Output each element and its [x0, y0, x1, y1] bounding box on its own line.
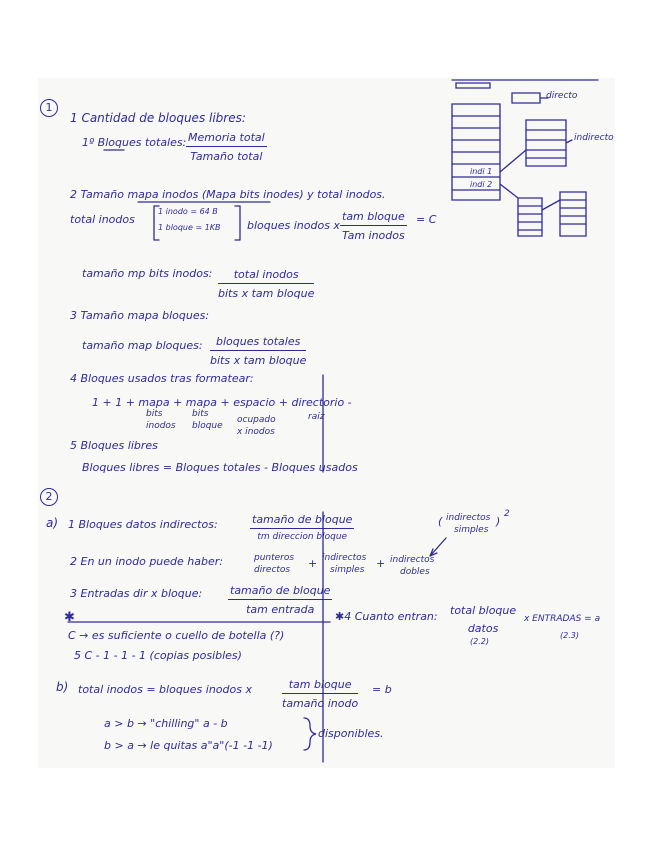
- equals-b: = b: [372, 683, 392, 696]
- simples-term: simples: [330, 565, 365, 575]
- fraction-denominator: bits x tam bloque: [218, 287, 315, 300]
- tamano-mapa-bits-label: tamaño mp bits inodos:: [82, 267, 213, 280]
- indirectos-term: indirectos: [322, 553, 367, 563]
- item-5-title: 5 Bloques libres: [70, 439, 158, 452]
- simples-note: simples: [454, 525, 489, 535]
- fraction-denominator: Tamaño total: [190, 150, 263, 163]
- item-2-title: 2 Tamaño mapa inodos (Mapa bits inodes) y total inodos.: [70, 188, 386, 201]
- directo-label: directo: [546, 91, 578, 101]
- section-2-marker: 2: [40, 488, 58, 506]
- sum-term-label: raiz: [308, 412, 325, 422]
- case-a-greater: a > b → "chilling" a - b: [104, 717, 228, 730]
- fraction-numerator: Memoria total: [186, 131, 267, 147]
- entradas-dir-label: 3 Entradas dir x bloque:: [70, 587, 203, 600]
- indirecto-label: indirecto: [574, 133, 614, 143]
- fraction-numerator: tamaño de bloque: [250, 513, 354, 529]
- fraction-denominator: Tam inodos: [342, 229, 405, 242]
- cuello-botella-line: C → es suficiente o cuello de botella (?): [68, 629, 285, 642]
- star-marker: ✱: [64, 610, 75, 625]
- indirectos-note: indirectos: [446, 513, 491, 523]
- copias-posibles-line: 5 C - 1 - 1 - 1 (copias posibles): [74, 649, 242, 662]
- cuanto-entran-label: ✱4 Cuanto entran:: [335, 610, 438, 623]
- indi1-label: indi 1: [470, 167, 493, 176]
- part-b-label: b): [56, 680, 69, 694]
- part-a-label: a): [46, 516, 59, 530]
- plus-sign: +: [376, 557, 386, 570]
- note-exponent: 2: [504, 509, 510, 519]
- box-inodo-size: 1 inodo = 64 B: [158, 207, 218, 216]
- box-bloque-size: 1 bloque = 1KB: [158, 223, 221, 232]
- fraction-denominator: tam entrada: [246, 603, 315, 616]
- fraction-numerator: total bloque: [450, 604, 517, 617]
- inodo-puede-haber-label: 2 En un inodo puede haber:: [70, 555, 223, 568]
- fraction-denominator: tm direccion bloque: [257, 532, 348, 542]
- sum-term-label: bits: [146, 409, 163, 419]
- directos-term: directos: [254, 565, 291, 575]
- total-inodos-formula: total inodos = bloques inodos x: [78, 683, 252, 696]
- bloques-usados-sum: 1 + 1 + mapa + mapa + espacio + directorio -: [92, 396, 352, 409]
- item-3-title: 3 Tamaño mapa bloques:: [70, 309, 210, 322]
- fraction-denominator: tamaño inodo: [282, 697, 359, 710]
- sum-term-label: bits: [192, 409, 209, 419]
- fraction-denominator: datos: [467, 622, 499, 635]
- bloques-indirectos-label: 1 Bloques datos indirectos:: [68, 518, 218, 531]
- fraction-numerator: tam bloque: [340, 210, 407, 226]
- ref-2-3: (2.3): [560, 631, 579, 640]
- x-entradas-label: x ENTRADAS = a: [524, 614, 601, 624]
- bloques-totales-label: 1º Bloques totales:: [82, 136, 187, 149]
- tamano-mapa-bloques-label: tamaño map bloques:: [82, 339, 203, 352]
- plus-sign: +: [308, 557, 318, 570]
- fraction-numerator: tamaño de bloque: [228, 584, 332, 600]
- disponibles-note: disponibles.: [318, 727, 384, 740]
- sum-term-label: inodos: [146, 421, 176, 431]
- indi2-label: indi 2: [470, 180, 493, 189]
- fraction-numerator: tam bloque: [282, 678, 358, 694]
- sum-term-label: x inodos: [237, 427, 275, 437]
- punteros-term: punteros: [254, 553, 295, 563]
- item-4-title: 4 Bloques usados tras formatear:: [70, 372, 254, 385]
- equals-c: = C: [416, 213, 437, 226]
- section-1-marker: 1: [40, 99, 58, 117]
- indirectos-dobles-term: indirectos: [390, 555, 435, 565]
- ref-2-2: (2.2): [470, 637, 489, 646]
- item-1-title: 1 Cantidad de bloques libres:: [70, 111, 246, 125]
- bloques-libres-formula: Bloques libres = Bloques totales - Bloques usados: [82, 461, 358, 474]
- bloques-inodos-label: bloques inodos x: [247, 219, 340, 232]
- fraction-numerator: total inodos: [218, 268, 314, 284]
- paren-close: ): [496, 515, 501, 528]
- total-inodos-label: total inodos: [70, 213, 135, 226]
- sum-term-label: ocupado: [237, 415, 276, 425]
- paren-open: (: [438, 515, 443, 528]
- dobles-term: dobles: [400, 567, 430, 577]
- fraction-denominator: bits x tam bloque: [210, 354, 307, 367]
- fraction-numerator: bloques totales: [210, 335, 306, 351]
- case-b-greater: b > a → le quitas a"a"(-1 -1 -1): [104, 739, 273, 752]
- sum-term-label: bloque: [192, 421, 223, 431]
